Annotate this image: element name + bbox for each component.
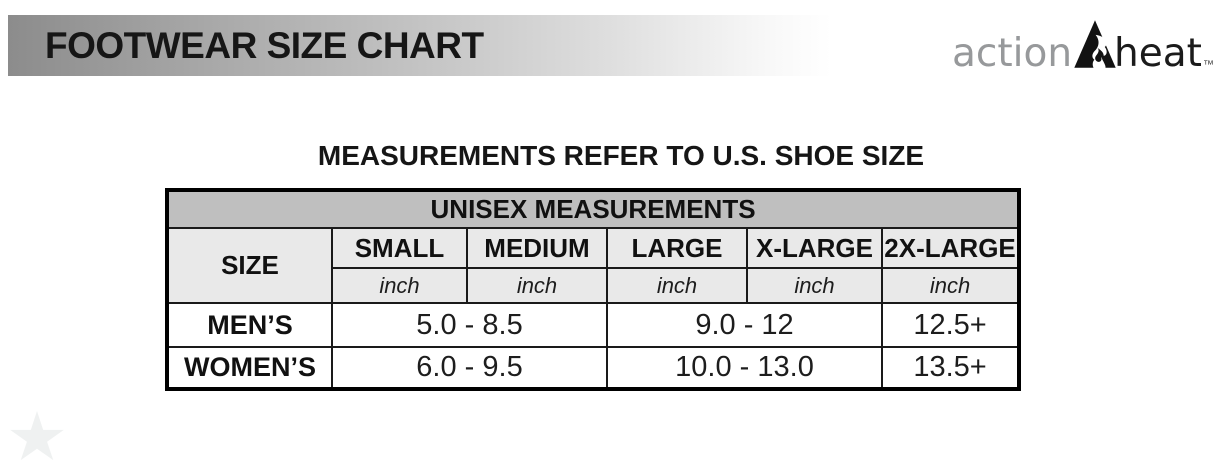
mens-small-medium-range: 5.0 - 8.5 <box>332 303 607 347</box>
brand-word-heat: heat <box>1114 31 1202 76</box>
column-header-size: SIZE <box>167 228 332 303</box>
brand-word-action: action <box>952 31 1073 76</box>
flame-triangle-icon <box>1073 19 1117 80</box>
table-row-womens <box>167 347 1019 389</box>
star-watermark-icon <box>9 411 65 465</box>
table-banner: UNISEX MEASUREMENTS <box>167 190 1019 228</box>
unit-cell-small: inch <box>332 268 467 303</box>
womens-large-xlarge-range: 10.0 - 13.0 <box>607 347 882 389</box>
row-label-womens: WOMEN’S <box>167 347 332 389</box>
page-title: FOOTWEAR SIZE CHART <box>45 24 484 66</box>
unit-cell-xlarge: inch <box>747 268 882 303</box>
brand-logo <box>952 18 1214 80</box>
column-header-2xlarge: 2X-LARGE <box>882 228 1019 268</box>
column-header-xlarge: X-LARGE <box>747 228 882 268</box>
column-header-medium: MEDIUM <box>467 228 607 268</box>
unit-cell-2xlarge: inch <box>882 268 1019 303</box>
table-row-mens <box>167 303 1019 347</box>
subtitle: MEASUREMENTS REFER TO U.S. SHOE SIZE <box>317 140 925 171</box>
column-header-row <box>167 228 1019 268</box>
womens-2xlarge-range: 13.5+ <box>882 347 1019 389</box>
mens-large-xlarge-range: 9.0 - 12 <box>607 303 882 347</box>
table-banner-row <box>167 190 1019 228</box>
trademark-symbol: ™ <box>1202 59 1214 71</box>
column-header-large: LARGE <box>607 228 747 268</box>
unit-cell-medium: inch <box>467 268 607 303</box>
unit-cell-large: inch <box>607 268 747 303</box>
womens-small-medium-range: 6.0 - 9.5 <box>332 347 607 389</box>
mens-2xlarge-range: 12.5+ <box>882 303 1019 347</box>
column-header-small: SMALL <box>332 228 467 268</box>
size-chart-table <box>165 188 1021 391</box>
row-label-mens: MEN’S <box>167 303 332 347</box>
